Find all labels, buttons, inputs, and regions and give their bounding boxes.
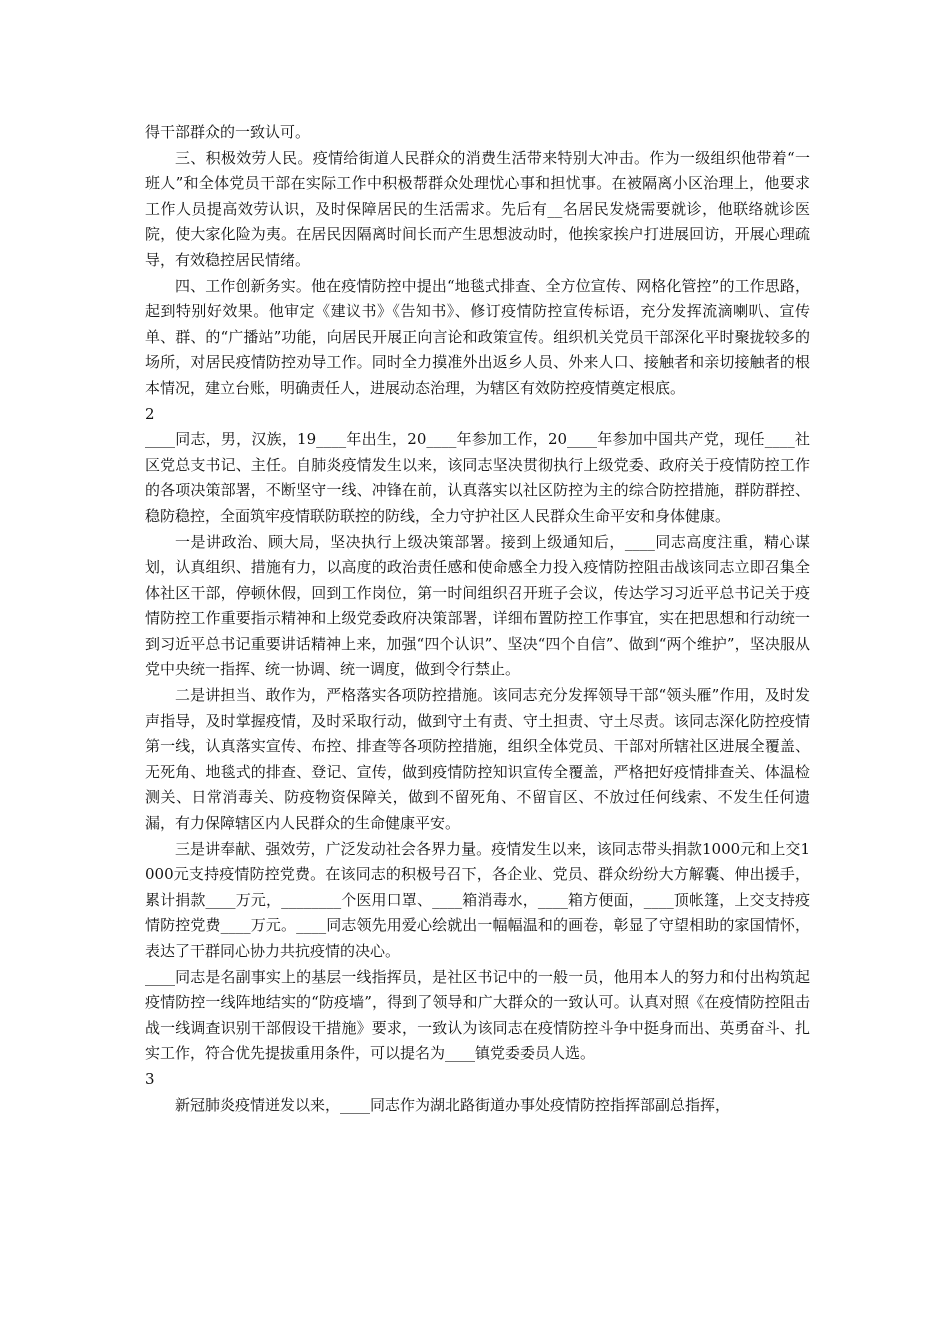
paragraph-work-innovation: 四、工作创新务实。他在疫情防控中提出“地毯式排查、全方位宣传、网格化管控”的工作思路，起到特别好效果。他审定《建议书》《告知书》、修订疫情防控宣传标语，充分发挥流滴喇叭、宣传单、群、的“广播站”功能，向居民开展正向言论和政策宣传。组织机关党员干部深化平时聚拢较多的场所，对居民疫情防控劝导工作。同时全力摸准外出返乡人员、外来人口、接触者和亲切接触者的根本情况，建立台账，明确责任人，进展动态治理，为辖区有效防控疫情奠定根底。 [145, 276, 810, 397]
paragraph-section-3-intro: 新冠肺炎疫情迸发以来，____同志作为湖北路街道办事处疫情防控指挥部副总指挥， [175, 1095, 731, 1114]
section-number-2: 2 [145, 404, 155, 423]
paragraph-dedication: 三是讲奉献、强效劳，广泛发动社会各界力量。疫情发生以来，该同志带头捐款1000元和上交1000元支持疫情防控党费。在该同志的积极号召下，各企业、党员、群众纷纷大方解囊、伸出援手，累计捐款____万元，________个医用口罩、____箱消毒水，____箱方便面，____顶帐篷，上交支持疫情防控党费____万元。____同志领先用爱心绘就出一幅幅温和的画卷，彰显了守望相助的家国情怀，表达了干群同心协力共抗疫情的决心。 [145, 839, 810, 960]
paragraph-politics: 一是讲政治、顾大局，坚决执行上级决策部署。接到上级通知后，____同志高度注重，精心谋划，认真组织、措施有力，以高度的政治责任感和使命感全力投入疫情防控阻击战该同志立即召集全体社区干部，停顿休假，回到工作岗位，第一时间组织召开班子会议，传达学习习近平总书记关于疫情防控工作重要指示精神和上级党委政府决策部署，详细布置防控工作事宜，实在把思想和行动统一到习近平总书记重要讲话精神上来，加强“四个认识”、坚决“四个自信”、做到“两个维护”，坚决服从党中央统一指挥、统一协调、统一调度，做到令行禁止。 [145, 532, 810, 679]
section-number-3: 3 [145, 1069, 155, 1088]
paragraph-serve-people: 三、积极效劳人民。疫情给街道人民群众的消费生活带来特别大冲击。作为一级组织他带着“一班人”和全体党员干部在实际工作中积极帮群众处理忧心事和担忧事。在被隔离小区治理上，他要求工作人员提高效劳认识，及时保障居民的生活需求。先后有__名居民发烧需要就诊，他联络就诊医院，使大家化险为夷。在居民因隔离时间长而产生思想波动时，他挨家挨户打进展回访，开展心理疏导，有效稳控居民情绪。 [145, 148, 810, 269]
paragraph-responsibility: 二是讲担当、敢作为，严格落实各项防控措施。该同志充分发挥领导干部“领头雁”作用，及时发声指导，及时掌握疫情，及时采取行动，做到守土有责、守土担责、守土尽责。该同志深化防控疫情第一线，认真落实宣传、布控、排查等各项防控措施，组织全体党员、干部对所辖社区进展全覆盖、无死角、地毯式的排查、登记、宣传，做到疫情防控知识宣传全覆盖，严格把好疫情排查关、体温检测关、日常消毒关、防疫物资保障关，做到不留死角、不留盲区、不放过任何线索、不发生任何遗漏，有力保障辖区内人民群众的生命健康平安。 [145, 686, 810, 833]
paragraph-continuation: 得干部群众的一致认可。 [145, 123, 311, 141]
paragraph-conclusion: ____同志是名副事实上的基层一线指挥员，是社区书记中的一般一员，他用本人的努力和付出构筑起疫情防控一线阵地结实的“防疫墙”，得到了领导和广大群众的一致认可。认真对照《在疫情防控阻击战一线调查识别干部假设干措施》要求，一致认为该同志在疫情防控斗争中挺身而出、英勇奋斗、扎实工作，符合优先提拔重用条件，可以提名为____镇党委委员人选。 [145, 967, 810, 1063]
paragraph-profile: ____同志，男，汉族，19____年出生，20____年参加工作，20____年参加中国共产党，现任____社区党总支书记、主任。自肺炎疫情发生以来，该同志坚决贯彻执行上级党委、政府关于疫情防控工作的各项决策部署，不断坚守一线、冲锋在前，认真落实以社区防控为主的综合防控措施，群防群控、稳防稳控，全面筑牢疫情联防联控的防线，全力守护社区人民群众生命平安和身体健康。 [145, 430, 810, 525]
document-body [145, 120, 810, 1118]
